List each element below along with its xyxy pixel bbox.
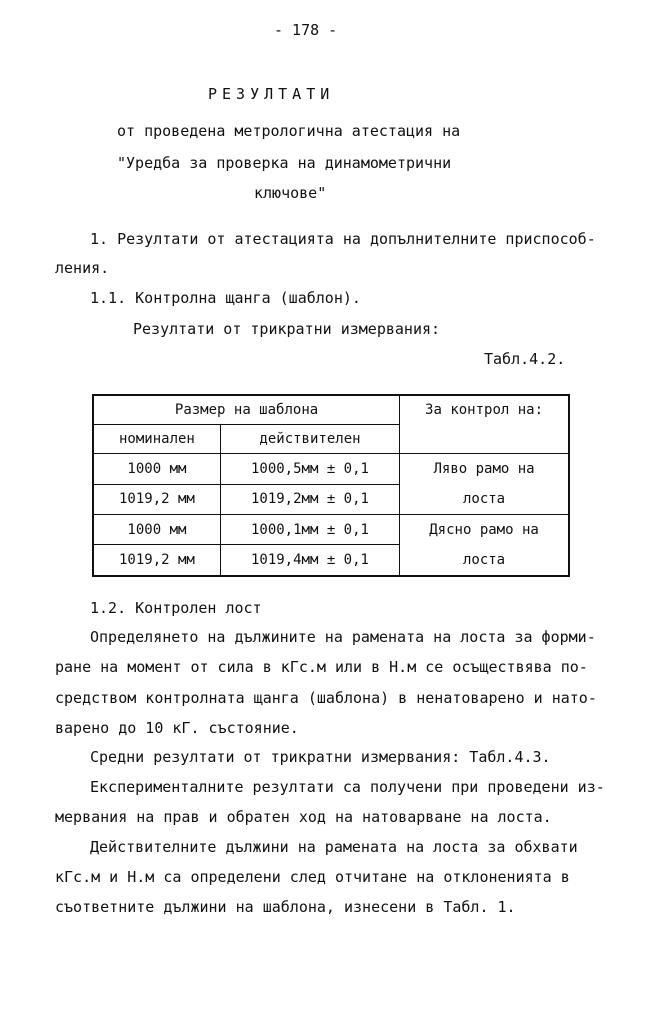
table-row [93, 454, 569, 485]
paragraph1-line-3: средством контролната щанга (шаблона) в ненатоварено и нато- [55, 689, 597, 707]
paragraph4-line-1: Действителните дължини на рамената на лоста за обхвати [90, 838, 578, 856]
table-reference: Табл.4.2. [484, 350, 566, 368]
paragraph1-line-4: варено до 10 кГ. състояние. [55, 719, 299, 737]
section1-line-1: 1. Резултати от атестацията на допълнителните приспособ- [90, 230, 596, 248]
title-line-1: от проведена метрологична атестация на [117, 122, 461, 140]
actual-cell: 1019,2мм ± 0,1 [220, 484, 399, 515]
actual-cell: 1000,1мм ± 0,1 [220, 515, 399, 545]
paragraph2: Средни резултати от трикратни измервания: Табл.4.3. [90, 748, 551, 766]
paragraph3-line-1: Експерименталните резултати са получени при проведени из- [90, 778, 605, 796]
paragraph3-line-2: мервания на прав и обратен ход на натоварване на лоста. [55, 808, 552, 826]
header-actual: действителен [220, 425, 399, 454]
control-left-line-2: лоста [462, 491, 506, 507]
nominal-cell: 1019,2 мм [93, 545, 220, 576]
nominal-cell: 1000 мм [93, 515, 220, 545]
section11-subheading: Резултати от трикратни измервания: [133, 320, 441, 338]
control-left-line-1: Ляво рамо на [433, 461, 535, 477]
header-template-size: Размер на шаблона [93, 395, 400, 425]
paragraph1-line-2: ране на момент от сила в кГс.м или в Н.м се осъществява по- [55, 658, 588, 676]
control-cell-right [400, 515, 569, 577]
section12-heading: 1.2. Контролен лост [90, 599, 262, 617]
section11-heading: 1.1. Контролна щанга (шаблон). [90, 289, 361, 307]
title-line-3: ключове" [254, 184, 327, 202]
table-row [93, 515, 569, 545]
header-control: За контрол на: [400, 395, 569, 454]
actual-cell: 1000,5мм ± 0,1 [220, 454, 399, 485]
page-number: - 178 - [274, 21, 338, 39]
paragraph4-line-3: съответните дължини на шаблона, изнесени в Табл. 1. [55, 898, 516, 916]
nominal-cell: 1019,2 мм [93, 484, 220, 515]
actual-cell: 1019,4мм ± 0,1 [220, 545, 399, 576]
control-right-line-1: Дясно рамо на [429, 522, 539, 538]
measurement-table [92, 394, 570, 577]
paragraph4-line-2: кГс.м и Н.м са определени след отчитане на отклоненията в [55, 868, 570, 886]
section1-line-2: ления. [55, 259, 110, 277]
control-cell-left [400, 454, 569, 515]
header-nominal: номинален [93, 425, 220, 454]
control-right-line-2: лоста [462, 552, 506, 568]
document-title: РЕЗУЛТАТИ [208, 85, 335, 103]
table-header-row [93, 395, 569, 425]
title-line-2: "Уредба за проверка на динамометрични [117, 154, 452, 172]
nominal-cell: 1000 мм [93, 454, 220, 485]
paragraph1-line-1: Определянето на дължините на рамената на лоста за форми- [90, 628, 596, 646]
